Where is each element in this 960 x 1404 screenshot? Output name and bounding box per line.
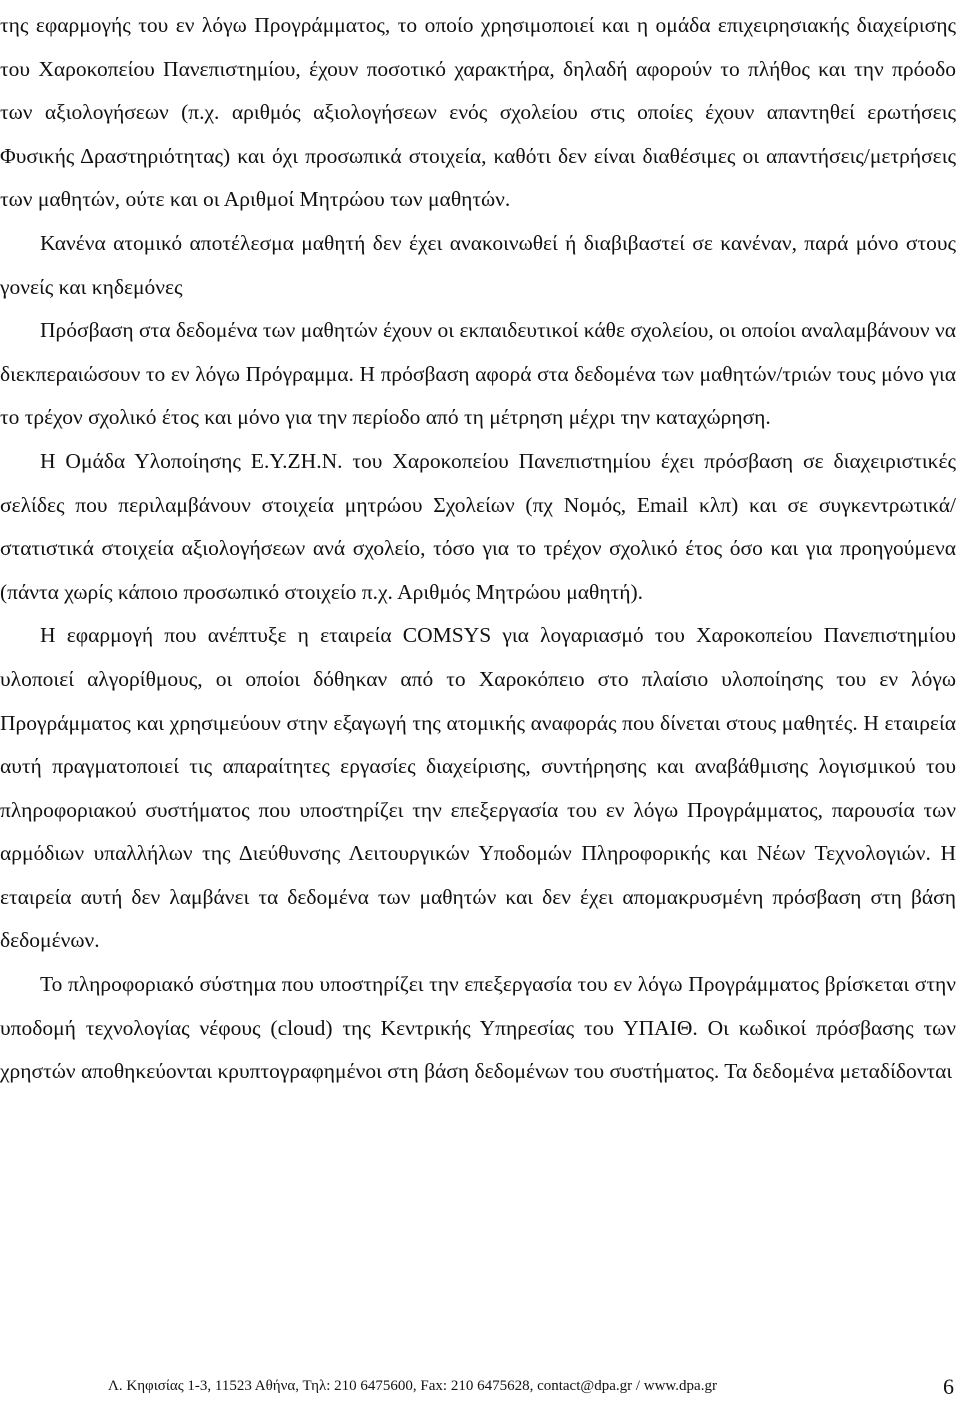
- paragraph-implementation-team: Η Ομάδα Υλοποίησης Ε.Υ.ΖΗ.Ν. του Χαροκοπείου Πανεπιστημίου έχει πρόσβαση σε διαχειριστικές σελίδες που περιλαμβάνουν στοιχεία μητρώου Σχολείων (πχ Νομός, Email κλπ) και σε συγκεντρωτικά/στατιστικά στοιχεία αξιολογήσεων ανά σχολείο, τόσο για το τρέχον σχολικό έτος όσο και για προηγούμενα (πάντα χωρίς κάποιο προσωπικό στοιχείο π.χ. Αριθμός Μητρώου μαθητή).: [0, 448, 956, 604]
- footer-contact-info: Λ. Κηφισίας 1-3, 11523 Αθήνα, Τηλ: 210 6475600, Fax: 210 6475628, contact@dpa.gr / www.dpa.gr: [108, 1378, 717, 1394]
- paragraph-teacher-access: Πρόσβαση στα δεδομένα των μαθητών έχουν οι εκπαιδευτικοί κάθε σχολείου, οι οποίοι αναλαμβάνουν να διεκπεραιώσουν το εν λόγω Πρόγραμμα. Η πρόσβαση αφορά στα δεδομένα των μαθητών/τριών τους μόνο για το τρέχον σχολικό έτος και μόνο για την περίοδο από τη μέτρηση μέχρι την καταχώρηση.: [0, 318, 956, 430]
- paragraph-comsys-application: Η εφαρμογή που ανέπτυξε η εταιρεία COMSYS για λογαριασμό του Χαροκοπείου Πανεπιστημίου υλοποιεί αλγορίθμους, οι οποίοι δόθηκαν από το Χαροκόπειο στο πλαίσιο υλοποίησης του εν λόγω Προγράμματος και χρησιμεύουν στην εξαγωγή της ατομικής αναφοράς που δίνεται στους μαθητές. Η εταιρεία αυτή πραγματοποιεί τις απαραίτητες εργασίες διαχείρισης, συντήρησης και αναβάθμισης λογισμικού του πληροφοριακού συστήματος που υποστηρίζει την επεξεργασία του εν λόγω Προγράμματος, παρουσία των αρμόδιων υπαλλήλων της Διεύθυνσης Λειτουργικών Υποδομών Πληροφορικής και Νέων Τεχνολογιών. Η εταιρεία αυτή δεν λαμβάνει τα δεδομένα των μαθητών και δεν έχει απομακρυσμένη πρόσβαση στη βάση δεδομένων.: [0, 623, 956, 953]
- page-number: 6: [943, 1374, 954, 1399]
- paragraph-aggregate-data: της εφαρμογής του εν λόγω Προγράμματος, το οποίο χρησιμοποιεί και η ομάδα επιχειρησιακής διαχείρισης του Χαροκοπείου Πανεπιστημίου, έχουν ποσοτικό χαρακτήρα, δηλαδή αφορούν το πλήθος και την πρόοδο των αξιολογήσεων (π.χ. αριθμός αξιολογήσεων ενός σχολείου στις οποίες έχουν απαντηθεί ερωτήσεις Φυσικής Δραστηριότητας) και όχι προσωπικά στοιχεία, καθότι δεν είναι διαθέσιμες οι απαντήσεις/μετρήσεις των μαθητών, ούτε και οι Αριθμοί Μητρώου των μαθητών.: [0, 13, 956, 212]
- paragraph-cloud-infrastructure: Το πληροφοριακό σύστημα που υποστηρίζει την επεξεργασία του εν λόγω Προγράμματος βρίσκεται στην υποδομή τεχνολογίας νέφους (cloud) της Κεντρικής Υπηρεσίας του ΥΠΑΙΘ. Οι κωδικοί πρόσβασης των χρηστών αποθηκεύονται κρυπτογραφημένοι στη βάση δεδομένων του συστήματος. Τα δεδομένα μεταδίδονται: [0, 972, 956, 1084]
- paragraph-individual-results: Κανένα ατομικό αποτέλεσμα μαθητή δεν έχει ανακοινωθεί ή διαβιβαστεί σε κανέναν, παρά μόνο στους γονείς και κηδεμόνες: [0, 230, 956, 299]
- page-footer: [0, 1376, 960, 1402]
- document-body: [0, 4, 956, 1094]
